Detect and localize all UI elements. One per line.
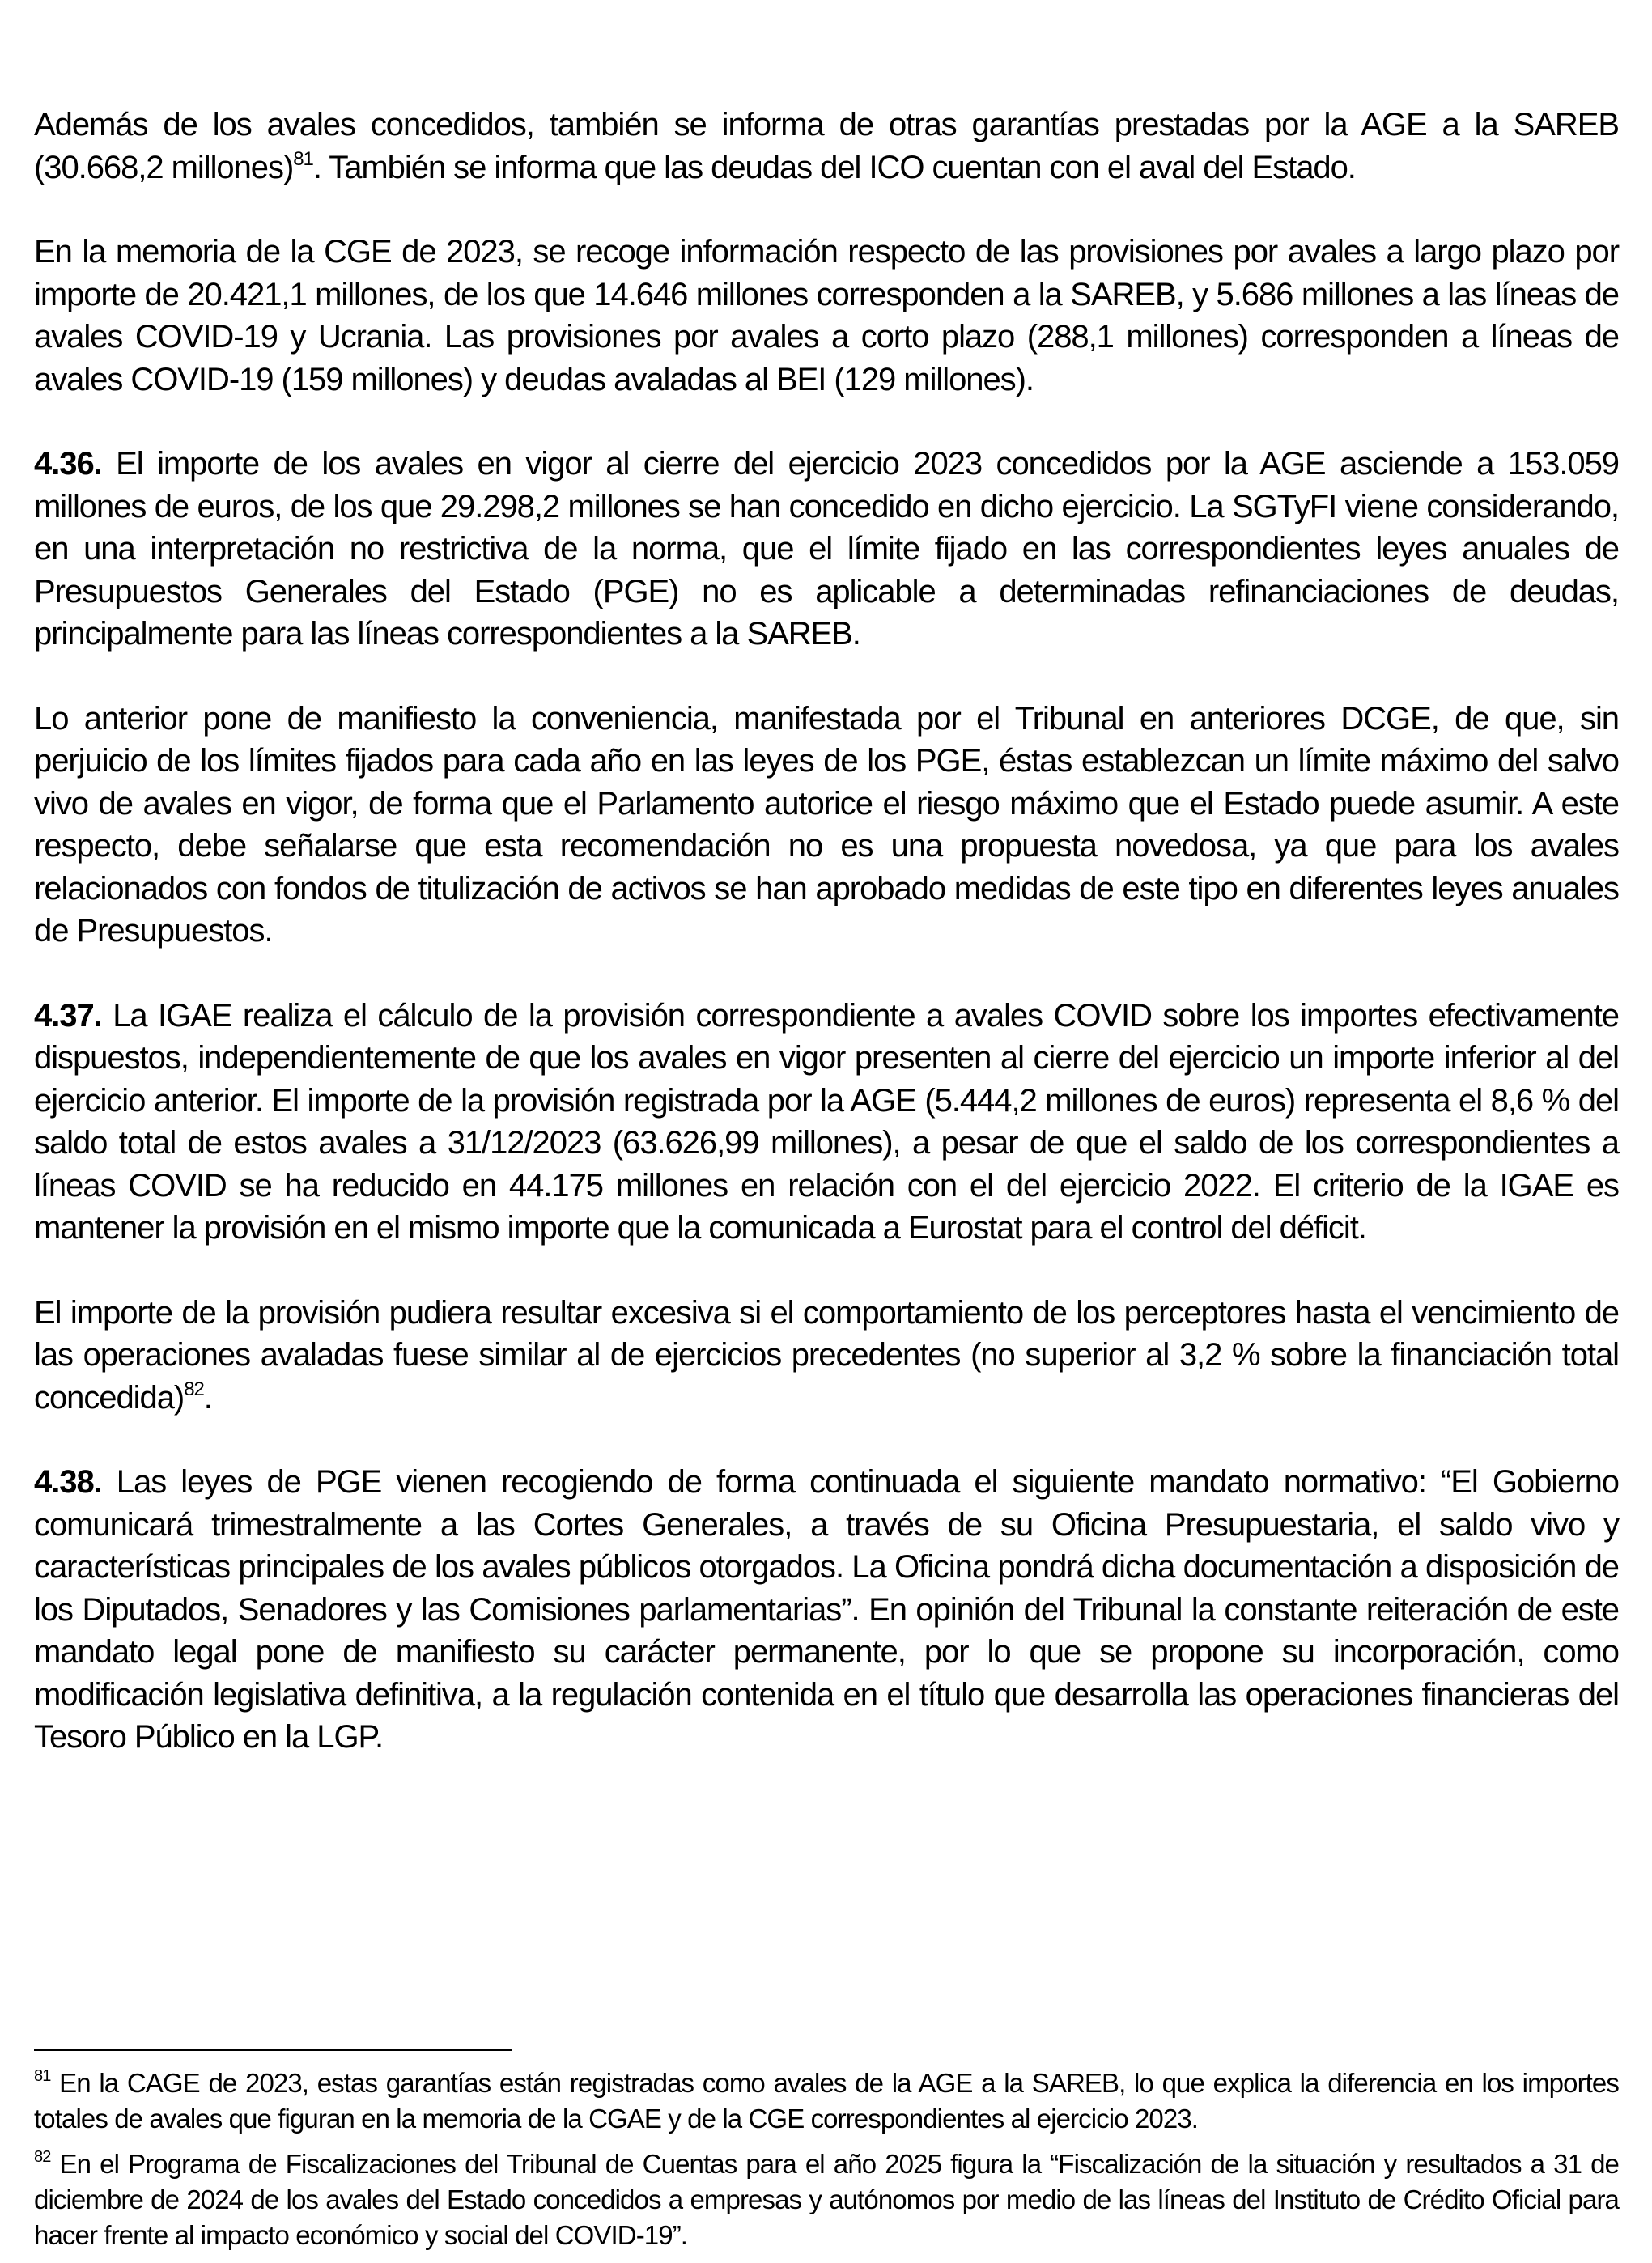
document-body: [34, 104, 1619, 1801]
paragraph-text: Lo anterior pone de manifiesto la conveniencia, manifestada por el Tribunal en anteriores DCGE, de que, sin perjuicio de los límites fijados para cada año en las leyes de los PGE, éstas establezcan un límite máximo del salvo vivo de avales en vigor, de forma que el Parlamento autorice el riesgo máximo que el Estado puede asumir. A este respecto, debe señalarse que esta recomendación no es una propuesta novedosa, ya que para los avales relacionados con fondos de titulización de activos se han aprobado medidas de este tipo en diferentes leyes anuales de Presupuestos.: [34, 700, 1619, 949]
paragraph-number: 4.38.: [34, 1464, 102, 1500]
footnote-text: En la CAGE de 2023, estas garantías están registradas como avales de la AGE a la SAREB, lo que explica la diferencia en los importes totales de avales que figuran en la memoria de la CGAE y de la CGE correspondientes al ejercicio 2023.: [34, 2068, 1619, 2134]
paragraph-text-after: .: [203, 1379, 212, 1416]
paragraph-text: El importe de la provisión pudiera resultar excesiva si el comportamiento de los perceptores hasta el vencimiento de las operaciones avaladas fuese similar al de ejercicios precedentes (no superior al 3,2 % sobre la financiación total concedida): [34, 1294, 1619, 1416]
paragraph-number: 4.36.: [34, 446, 102, 482]
paragraph-text-after: . También se informa que las deudas del ICO cuentan con el aval del Estado.: [312, 149, 1356, 185]
footnote-ref-81[interactable]: 81: [293, 147, 313, 170]
footnote-marker: 82: [34, 2148, 51, 2166]
paragraph-recomendacion-limite: [34, 698, 1619, 953]
paragraph-4-36: [34, 443, 1619, 656]
paragraph-4-37: [34, 995, 1619, 1250]
footnote-81: [34, 2066, 1619, 2137]
footnote-ref-82[interactable]: 82: [184, 1378, 204, 1400]
footnotes: [34, 2066, 1619, 2263]
paragraph-text: La IGAE realiza el cálculo de la provisión correspondiente a avales COVID sobre los importes efectivamente dispuestos, independientemente de que los avales en vigor presenten al cierre del ejercicio un importe inferior al del ejercicio anterior. El importe de la provisión registrada por la AGE (5.444,2 millones de euros) representa el 8,6 % del saldo total de estos avales a 31/12/2023 (63.626,99 millones), a pesar de que el saldo de los correspondientes a líneas COVID se ha reducido en 44.175 millones en relación con el del ejercicio 2022. El criterio de la IGAE es mantener la provisión en el mismo importe que la comunicada a Eurostat para el control del déficit.: [34, 997, 1619, 1246]
paragraph-provision-excesiva: [34, 1292, 1619, 1420]
paragraph-otras-garantias: [34, 104, 1619, 189]
footnote-text: En el Programa de Fiscalizaciones del Tribunal de Cuentas para el año 2025 figura la “Fiscalización de la situación y resultados a 31 de diciembre de 2024 de los avales del Estado concedidos a empresas y autónomos por medio de las líneas del Instituto de Crédito Oficial para hacer frente al impacto económico y social del COVID-19”.: [34, 2149, 1619, 2250]
paragraph-provisiones: [34, 231, 1619, 401]
footnote-marker: 81: [34, 2067, 51, 2085]
paragraph-text: En la memoria de la CGE de 2023, se recoge información respecto de las provisiones por avales a largo plazo por importe de 20.421,1 millones, de los que 14.646 millones corresponden a la SAREB, y 5.686 millones a las líneas de avales COVID-19 y Ucrania. Las provisiones por avales a corto plazo (288,1 millones) corresponden a líneas de avales COVID-19 (159 millones) y deudas avaladas al BEI (129 millones).: [34, 234, 1619, 397]
paragraph-text: Las leyes de PGE vienen recogiendo de forma continuada el siguiente mandato normativo: “El Gobierno comunicará trimestralmente a las Cortes Generales, a través de su Oficina Presupuestaria, el saldo vivo y características principales de los avales públicos otorgados. La Oficina pondrá dicha documentación a disposición de los Diputados, Senadores y las Comisiones parlamentarias”. En opinión del Tribunal la constante reiteración de este mandato legal pone de manifiesto su carácter permanente, por lo que se propone su incorporación, como modificación legislativa definitiva, a la regulación contenida en el título que desarrolla las operaciones financieras del Tesoro Público en la LGP.: [34, 1464, 1619, 1755]
paragraph-number: 4.37.: [34, 997, 102, 1034]
footnote-82: [34, 2146, 1619, 2253]
footnote-separator: [34, 2049, 512, 2051]
paragraph-4-38: [34, 1461, 1619, 1759]
paragraph-text: El importe de los avales en vigor al cierre del ejercicio 2023 concedidos por la AGE asciende a 153.059 millones de euros, de los que 29.298,2 millones se han concedido en dicho ejercicio. La SGTyFI viene considerando, en una interpretación no restrictiva de la norma, que el límite fijado en las correspondientes leyes anuales de Presupuestos Generales del Estado (PGE) no es aplicable a determinadas refinanciaciones de deudas, principalmente para las líneas correspondientes a la SAREB.: [34, 446, 1619, 652]
paragraph-text: Además de los avales concedidos, también se informa de otras garantías prestadas por la AGE a la SAREB (30.668,2 millones): [34, 107, 1619, 185]
